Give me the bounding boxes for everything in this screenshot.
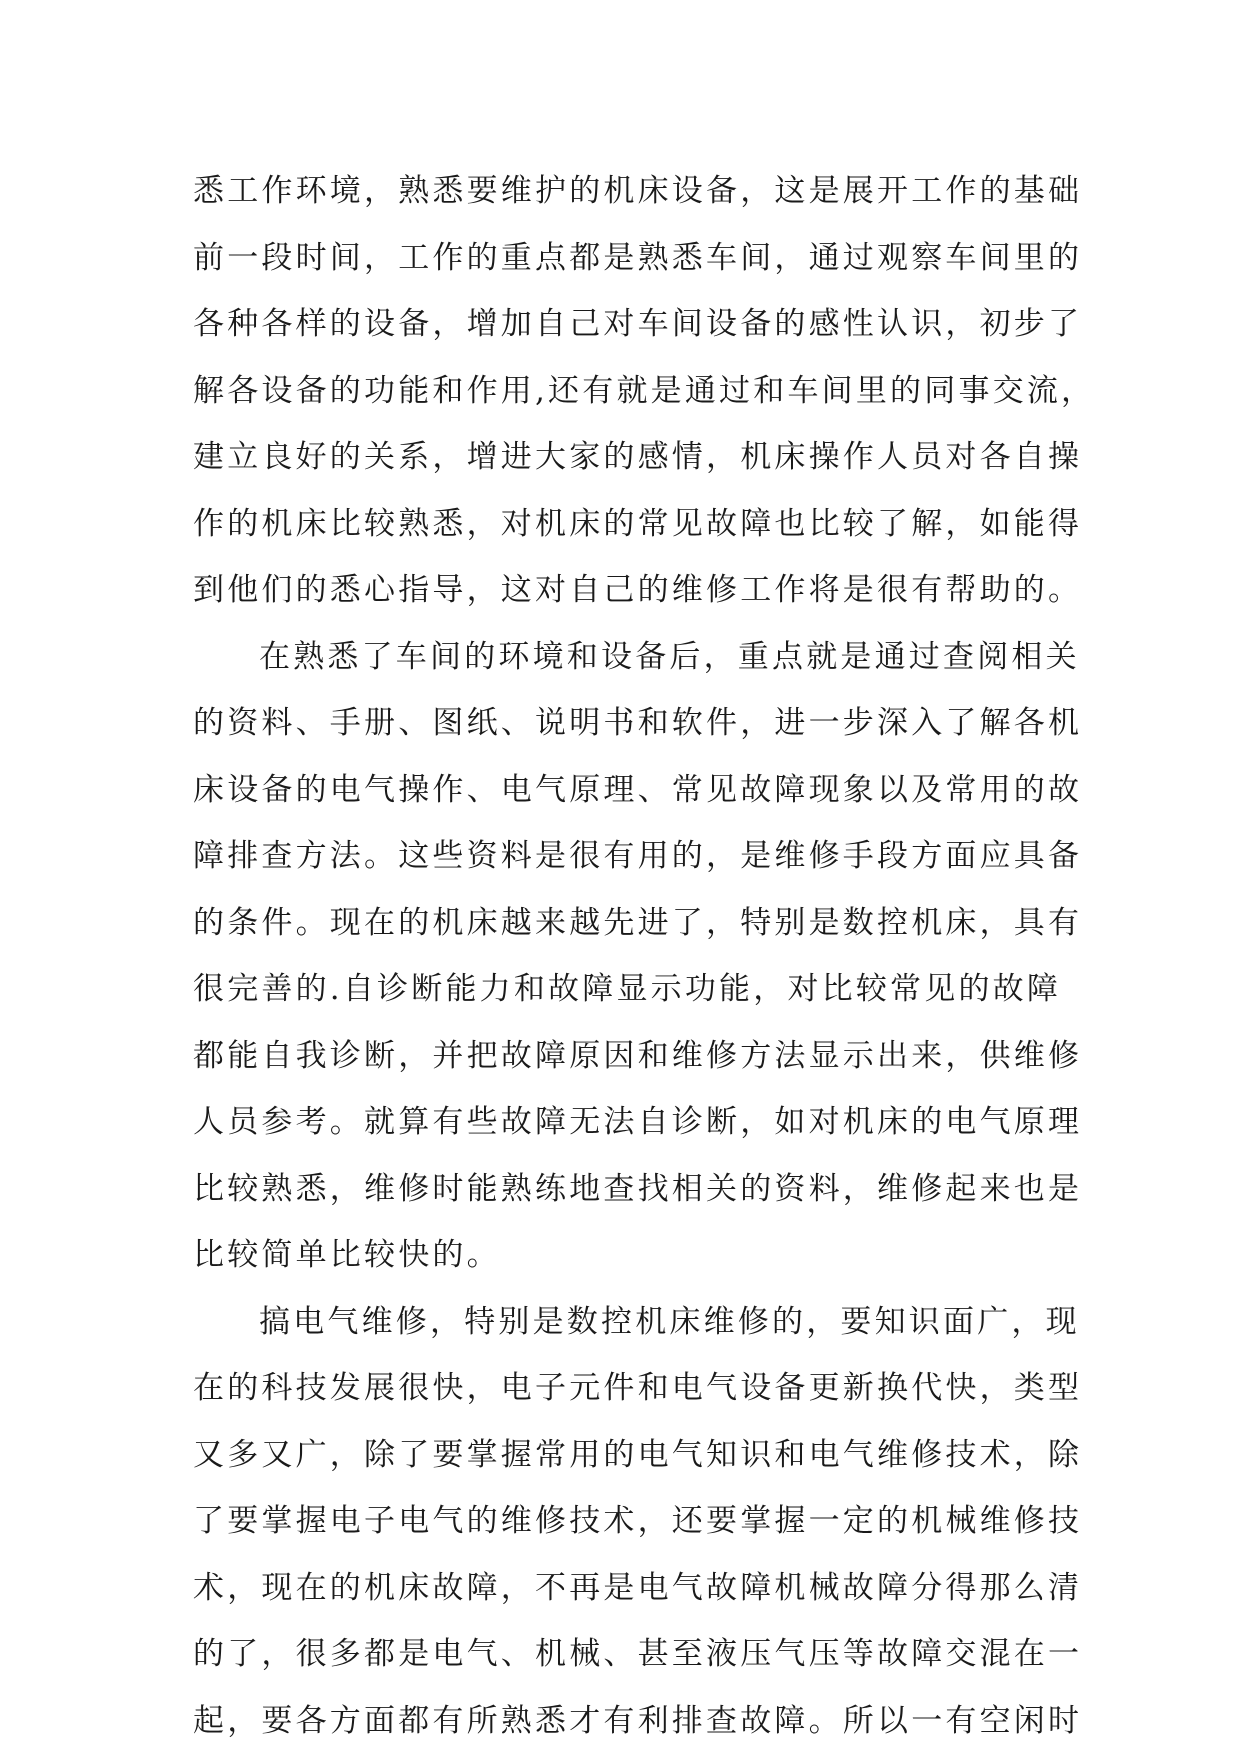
text-line: 解各设备的功能和作用,还有就是通过和车间里的同事交流， bbox=[193, 372, 1096, 409]
text-line: 建立良好的关系，增进大家的感情，机床操作人员对各自操 bbox=[193, 439, 1083, 475]
text-line: 在熟悉了车间的环境和设备后，重点就是通过查阅相关 bbox=[259, 638, 1080, 675]
text-line: 又多又广，除了要掌握常用的电气知识和电气维修技术，除 bbox=[193, 1436, 1083, 1473]
text-line: 搞电气维修，特别是数控机床维修的，要知识面广，现 bbox=[259, 1303, 1080, 1340]
text-line: 障排查方法。这些资料是很有用的，是维修手段方面应具备 bbox=[193, 838, 1083, 874]
text-line: 到他们的悉心指导，这对自己的维修工作将是很有帮助的。 bbox=[193, 572, 1083, 608]
text-line: 比较熟悉，维修时能熟练地查找相关的资料，维修起来也是 bbox=[193, 1170, 1083, 1207]
text-line: 很完善的.自诊断能力和故障显示功能，对比较常见的故障 bbox=[193, 971, 1062, 1007]
text-line: 各种各样的设备，增加自己对车间设备的感性认识，初步了 bbox=[193, 306, 1083, 342]
text-line: 前一段时间，工作的重点都是熟悉车间，通过观察车间里的 bbox=[193, 239, 1083, 276]
text-line: 在的科技发展很快，电子元件和电气设备更新换代快，类型 bbox=[193, 1370, 1083, 1406]
text-line: 术，现在的机床故障，不再是电气故障机械故障分得那么清 bbox=[193, 1569, 1083, 1606]
text-line: 床设备的电气操作、电气原理、常见故障现象以及常用的故 bbox=[193, 771, 1083, 808]
text-line: 起，要各方面都有所熟悉才有利排查故障。所以一有空闲时 bbox=[193, 1702, 1083, 1739]
text-line: 的资料、手册、图纸、说明书和软件，进一步深入了解各机 bbox=[193, 705, 1083, 741]
text-line: 的了，很多都是电气、机械、甚至液压气压等故障交混在一 bbox=[193, 1636, 1083, 1672]
body-text bbox=[193, 158, 1096, 1754]
text-line: 人员参考。就算有些故障无法自诊断，如对机床的电气原理 bbox=[193, 1104, 1083, 1140]
text-line: 作的机床比较熟悉，对机床的常见故障也比较了解，如能得 bbox=[193, 505, 1083, 542]
text-line: 都能自我诊断，并把故障原因和维修方法显示出来，供维修 bbox=[193, 1037, 1083, 1074]
text-line: 悉工作环境，熟悉要维护的机床设备，这是展开工作的基础 bbox=[193, 173, 1083, 209]
text-line: 了要掌握电子电气的维修技术，还要掌握一定的机械维修技 bbox=[193, 1503, 1083, 1539]
text-line: 比较简单比较快的。 bbox=[193, 1237, 501, 1273]
text-line: 的条件。现在的机床越来越先进了，特别是数控机床，具有 bbox=[193, 904, 1083, 941]
